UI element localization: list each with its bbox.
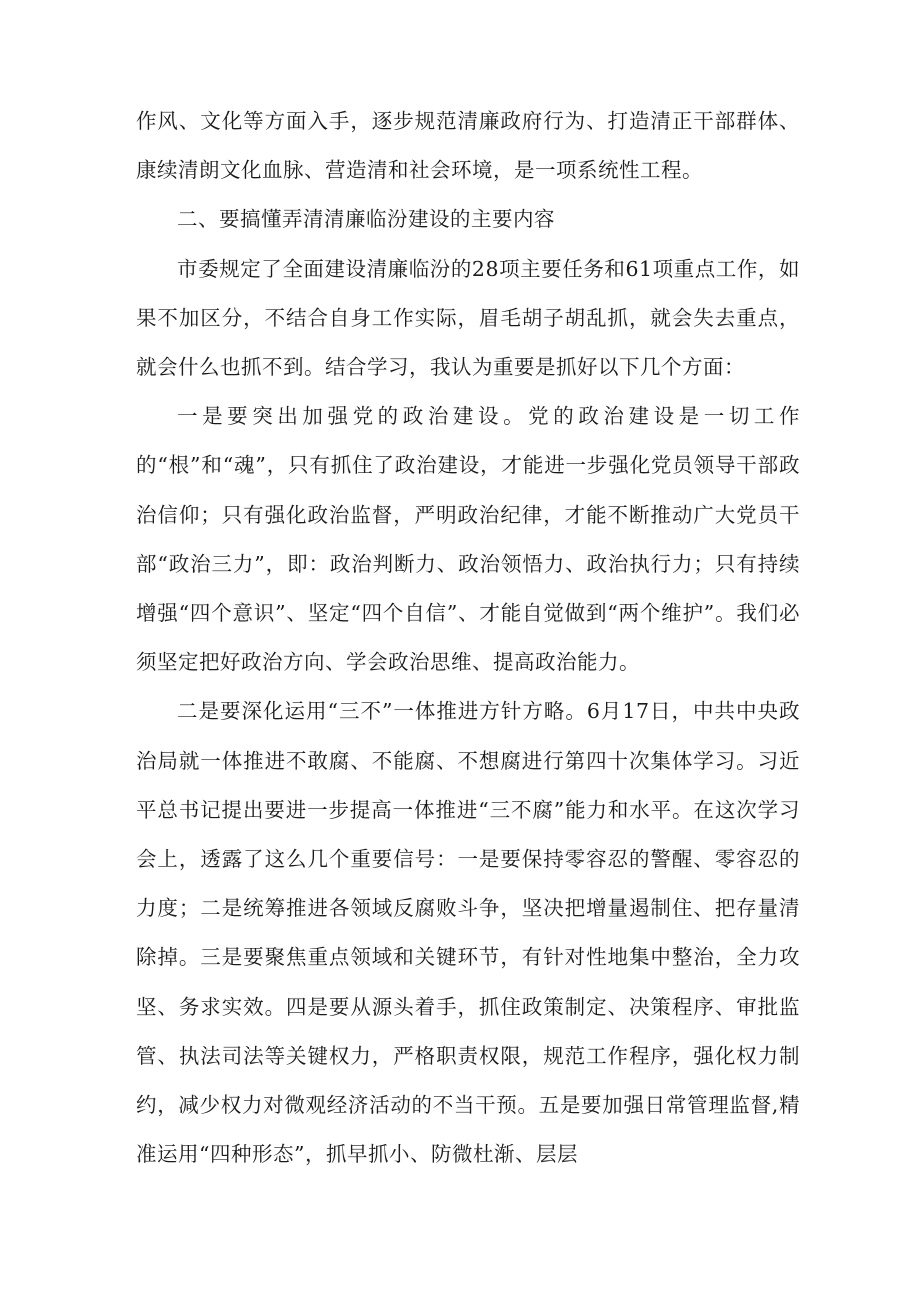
paragraph-main-content: 市委规定了全面建设清廉临汾的28项主要任务和61项重点工作，如果不加区分，不结合自身工作实际，眉毛胡子胡乱抓，就会失去重点，就会什么也抓不到。结合学习，我认为重要是抓好以下几个方面：	[136, 256, 800, 380]
paragraph-continuation: 作风、文化等方面入手，逐步规范清廉政府行为、打造清正干部群体、康续清朗文化血脉、营造清和社会环境，是一项系统性工程。	[136, 109, 800, 183]
paragraph-three-no-corruption: 二是要深化运用“三不”一体推进方针方略。6月17日，中共中央政治局就一体推进不敢腐、不能腐、不想腐进行第四十次集体学习。习近平总书记提出要进一步提高一体推进“三不腐”能力和水平。在这次学习会上，透露了这么几个重要信号：一是要保持零容忍的警醒、零容忍的力度；二是统筹推进各领域反腐败斗争，坚决把增量遏制住、把存量清除掉。三是要聚焦重点领域和关键环节，有针对性地集中整治，全力攻坚、务求实效。四是要从源头着手，抓住政策制定、决策程序、审批监管、执法司法等关键权力，严格职责权限，规范工作程序，强化权力制约，减少权力对微观经济活动的不当干预。五是要加强日常管理监督,精准运用“四种形态”，抓早抓小、防微杜渐、层层	[136, 699, 800, 1167]
section-heading: 二、要搞懂弄清清廉临汾建设的主要内容	[177, 207, 555, 232]
paragraph-political-construction: 一是要突出加强党的政治建设。党的政治建设是一切工作的“根”和“魂”，只有抓住了政治建设，才能进一步强化党员领导干部政治信仰；只有强化政治监督，严明政治纪律，才能不断推动广大党员干部“政治三力”，即：政治判断力、政治领悟力、政治执行力；只有持续增强“四个意识”、坚定“四个自信”、才能自觉做到“两个维护”。我们必须坚定把好政治方向、学会政治思维、提高政治能力。	[136, 404, 800, 675]
document-body	[136, 97, 800, 1179]
